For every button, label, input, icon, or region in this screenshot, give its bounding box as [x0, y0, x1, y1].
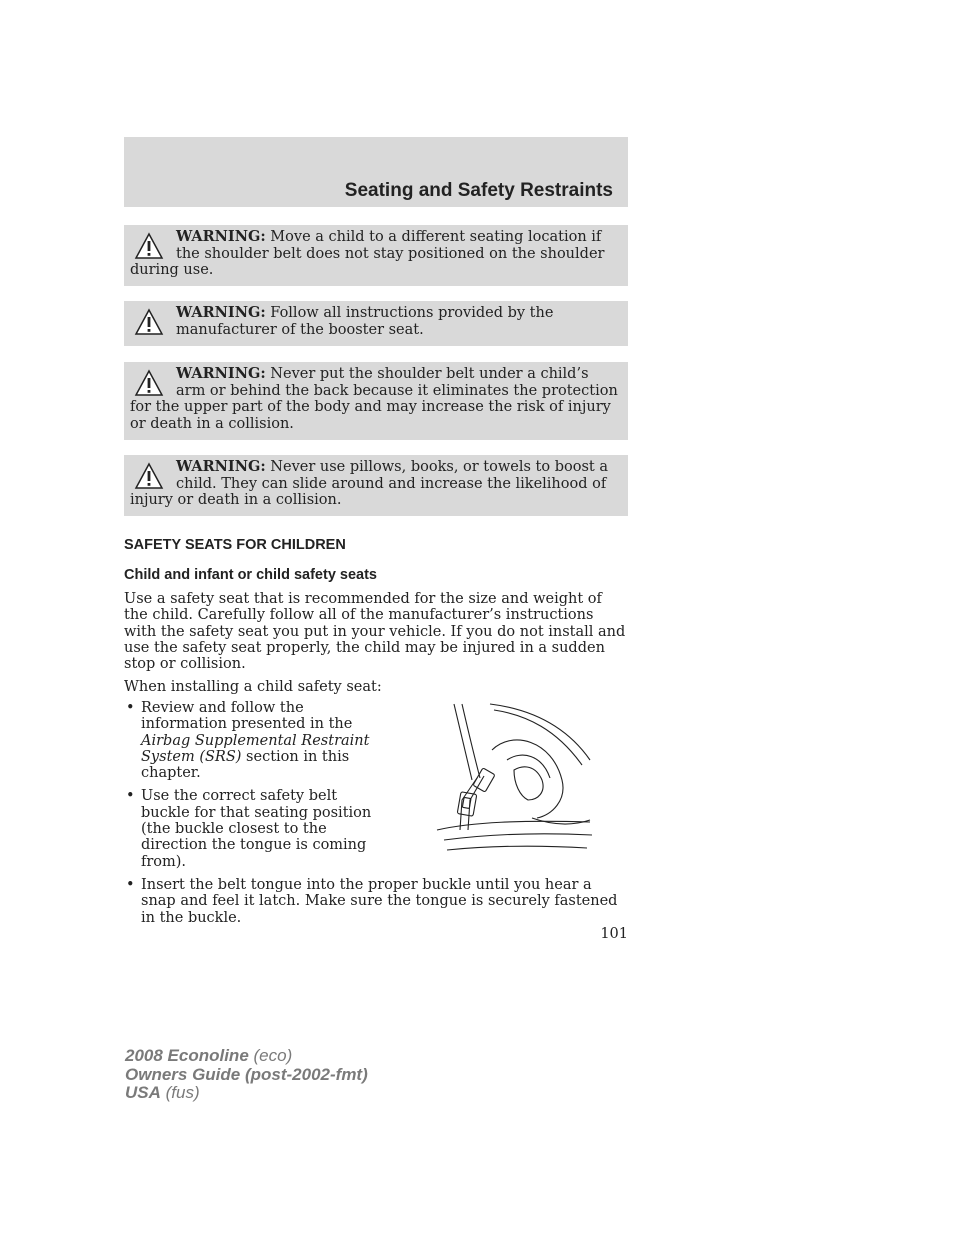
warning-label: WARNING:: [176, 304, 266, 321]
warning-box: [124, 362, 628, 440]
list-item: • Use the correct safety belt buckle for that seating position (the buckle closest to the direction the tongue is coming from).: [126, 788, 372, 870]
section-header-band: [124, 137, 628, 207]
document-footer: 2008 Econoline (eco) Owners Guide (post-2002-fmt) USA (fus): [125, 1046, 368, 1102]
warning-text: Follow all instructions provided by the manufacturer of the booster seat.: [176, 305, 554, 338]
cross-reference: Airbag Supplemental Restraint System (SRS): [141, 732, 370, 765]
bullet-marker: •: [126, 788, 135, 805]
seat-belt-buckle-illustration: [432, 700, 597, 865]
warning-triangle-icon: [134, 462, 164, 490]
warning-text: Move a child to a different seating location if the shoulder belt does not stay positioned on the shoulder during use.: [130, 229, 605, 278]
lead-paragraph: When installing a child safety seat:: [124, 679, 382, 695]
warning-triangle-icon: [134, 369, 164, 397]
bullet-marker: •: [126, 876, 135, 893]
page-number: 101: [600, 926, 628, 942]
warning-triangle-icon: [134, 232, 164, 260]
section-heading: SAFETY SEATS FOR CHILDREN: [124, 537, 346, 553]
warning-triangle-icon: [134, 308, 164, 336]
warning-text: Never use pillows, books, or towels to boost a child. They can slide around and increase the likelihood of injury or death in a collision.: [130, 459, 608, 508]
intro-paragraph: Use a safety seat that is recommended for the size and weight of the child. Carefully follow all of the manufacturer’s instructions with the safety seat you put in your vehicle. If you do not install and use the safety seat properly, the child may be injured in a sudden stop or collision.: [124, 591, 626, 673]
bullet-marker: •: [126, 700, 135, 716]
warning-box: [124, 455, 628, 516]
section-subheading: Child and infant or child safety seats: [124, 567, 377, 583]
warning-label: WARNING:: [176, 458, 266, 475]
warning-text: Never put the shoulder belt under a child’s arm or behind the back because it eliminates the protection for the upper part of the body and may increase the risk of injury or death in a collision.: [130, 366, 618, 432]
page-title: Seating and Safety Restraints: [344, 180, 613, 201]
list-item: • Review and follow the information presented in the Airbag Supplemental Restraint System (SRS) section in this chapter.: [126, 700, 370, 782]
warning-box: [124, 225, 628, 286]
warning-label: WARNING:: [176, 228, 266, 245]
list-item: • Insert the belt tongue into the proper buckle until you hear a snap and feel it latch. Make sure the tongue is securely fastened in the buckle.: [126, 876, 618, 926]
warning-label: WARNING:: [176, 365, 266, 382]
warning-box: [124, 301, 628, 346]
